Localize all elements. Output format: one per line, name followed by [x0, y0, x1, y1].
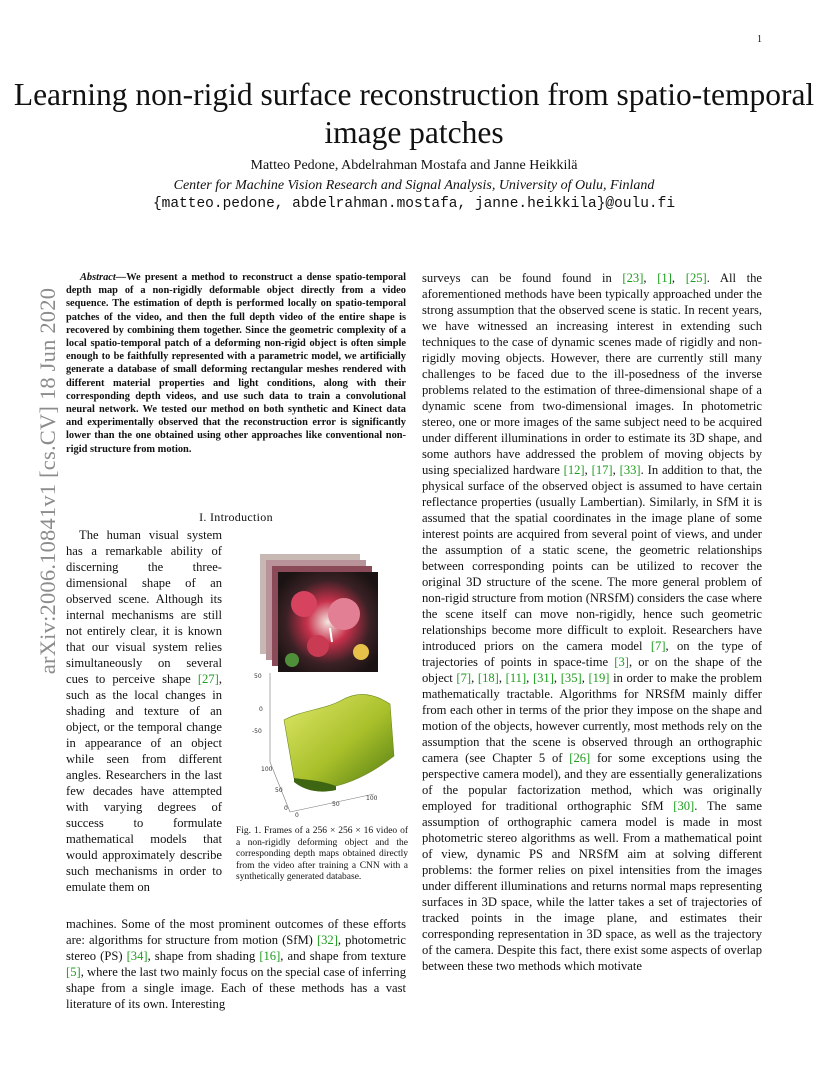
figure-1-caption: Fig. 1. Frames of a 256 × 256 × 16 video of a non-rigidly deforming object and the corresponding depth maps obtained directly from the video after training a CNN with a synthetically generated database. — [236, 826, 408, 883]
flower-2 — [328, 598, 360, 630]
abstract: Abstract—We present a method to reconstruct a dense spatio-temporal depth map of a non-rigidly deformable object directly from a video sequence. The estimation of depth is performed locally on spatio-temporal patches of the video, and then the full depth video of the entire shape is recovered by combining them together. Since the geometric complexity of a local spatio-temporal patch of a deforming non-rigid object is often simple enough to be faithfully represented with a parametric model, we artificially generate a database of small deforming rectangular meshes rendered with different material properties and light conditions, along with their corresponding depth videos, and use such data to train a convolutional neural network. We tested our method on both synthetic and Kinect data and experimentally observed that the reconstruction error is significantly lower than the one obtained using other approaches like conventional non-rigid structure from motion. — [66, 272, 406, 455]
affiliation: Center for Machine Vision Research and Signal Analysis, University of Oulu, Finland — [173, 178, 655, 193]
right-column-text: surveys can be found found in [23], [1], [25]. All the aforementioned methods have been typically approached under the strong assumption that the observed scene is static. In recent years, we have witnessed an increasing interest in extending such techniques to the case of dynamic scenes made of rigidly and non-rigidly moving objects. However, there are currently still many challenges to be faced due to the ill-posedness of the inverse problems related to the estimation of three-dimensional shape of a dynamic scene from two-dimensional images. In photometric stereo, one or more images of the same subject need to be acquired under different illuminations in order to estimate its 3D shape, and some authors have addressed the problem of moving objects by using specialized hardware [12], [17], [33]. In addition to that, the physical surface of the observed object is assumed to have certain reflectance properties (usually Lambertian). Similarly, in SfM it is assumed that the spatial coordinates in the image plane of some interest points are acquired from several point of views, and under the assumption of a static scene, the geometric relationships between corresponding points can be utilized to recover the original 3D structure of the scene. The more general problem of non-rigid structure from motion (NRSfM) considers the case where the scene itself can move non-rigidly, hence such geometric relationships become more difficult to exploit. Researchers have introduced priors on the camera model [7], on the type of trajectories of points in space-time [3], or on the shape of the object [7], [18], [11], [31], [35], [19] in order to make the problem mathematically tractable. Algorithms for NRSfM mainly differ from each other in terms of the prior they impose on the shape and motion of the objects, however currently, most methods rely on the assumption that the scene is observed through an orthographic camera (see Chapter 5 of [26] for some exceptions using the perspective camera model), and they are essentially generalizations of the popular factorization method, which was originally employed for traditional orthographic SfM [30]. The same assumption of orthographic camera model is made in most photometric stereo algorithms as well. From a mathematical point of view, dynamic PS and NRSfM aim at solving different problems: the former relies on pixel intensities from the images under different illuminations and returns normal maps representing surfaces in 3D space, while the latter takes a set of trajectories of tracked points in the image plane, and estimates their corresponding representation in 3D space, as well as the trajectory of the camera. Despite this fact, there exist some aspects of overlap between these two methods which motivate — [422, 271, 763, 973]
authors: Matteo Pedone, Abdelrahman Mostafa and Janne Heikkilä — [250, 158, 578, 173]
citation-link[interactable]: [30] — [673, 799, 695, 813]
citation-link[interactable]: [7] — [456, 671, 472, 685]
figure-1-graphic — [232, 542, 410, 824]
y-tick-100: 100 — [261, 766, 273, 773]
citation-link[interactable]: [34] — [126, 949, 148, 963]
abstract-label: Abstract — [80, 272, 116, 283]
abstract-text: We present a method to reconstruct a dense spatio-temporal depth map of a non-rigidly deformable object directly from a video sequence. The estimation of depth is performed locally on spatio-temporal patches of the video, and then the full depth video of the entire shape is recovered by combining them together. Since the geometric complexity of a local spatio-temporal patch of a deforming non-rigid object is often simple enough to be faithfully represented with a parametric model, we artificially generate a database of small deforming rectangular meshes rendered with different material properties and light conditions, along with their corresponding depth videos, and use such data to train a convolutional neural network. We tested our method on both synthetic and Kinect data and experimentally observed that the reconstruction error is significantly lower than the one obtained using other approaches like conventional non-rigid structure from motion. — [66, 272, 406, 455]
citation-link[interactable]: [23] — [622, 271, 644, 285]
paper-title: Learning non-rigid surface reconstruction from spatio-temporal image patches — [13, 77, 815, 150]
page-number: 1 — [757, 34, 762, 45]
citation-link[interactable]: [12] — [563, 463, 585, 477]
figure-1 — [232, 542, 410, 824]
x-tick-50: 50 — [332, 801, 340, 808]
citation-link[interactable]: [33] — [619, 463, 641, 477]
section-heading: I. Introduction — [199, 510, 273, 524]
citation-link[interactable]: [5] — [66, 965, 81, 979]
citation-link[interactable]: [19] — [588, 671, 610, 685]
citation-link[interactable]: [25] — [685, 271, 707, 285]
z-tick-0: 0 — [259, 706, 263, 713]
author-emails: {matteo.pedone, abdelrahman.mostafa, janne.heikkila}@oulu.fi — [152, 196, 676, 212]
citation-link[interactable]: [32] — [316, 933, 338, 947]
arxiv-stamp — [36, 286, 60, 676]
citation-link[interactable]: [16] — [259, 949, 281, 963]
y-tick-0: 0 — [284, 805, 288, 812]
citation-link[interactable]: [35] — [560, 671, 582, 685]
flower-1 — [291, 591, 317, 617]
leaf-1 — [285, 653, 299, 667]
citation-link[interactable]: [1] — [657, 271, 672, 285]
citation-link[interactable]: [11] — [505, 671, 527, 685]
arxiv-id: arXiv:2006.10841v1 [cs.CV] 18 Jun 2020 — [35, 287, 60, 675]
flower-4 — [353, 644, 369, 660]
citation-link[interactable]: [7] — [650, 639, 666, 653]
x-tick-0: 0 — [295, 812, 299, 819]
x-tick-100: 100 — [366, 795, 378, 802]
citation-link[interactable]: [17] — [591, 463, 613, 477]
intro-text-narrow: The human visual system has a remarkable ability of discerning the three-dimensional shape of an observed scene. Although its internal mechanisms are still not entirely clear, it is known that our visual system relies simultaneously on several cues to perceive shape [27], such as the local changes in shading and texture of an object, or the temporal change in appearance of an object while seen from different angles. Researchers in the last few decades have attempted with varying degrees of success to formulate mathematical models that would approximately describe such mechanisms in order to emulate them on — [66, 528, 222, 894]
citation-link[interactable]: [27] — [197, 672, 219, 686]
citation-link[interactable]: [18] — [477, 671, 499, 685]
z-tick-50: 50 — [254, 673, 262, 680]
intro-text-full: machines. Some of the most prominent outcomes of these efforts are: algorithms for structure from motion (SfM) [32], photometric stereo (PS) [34], shape from shading [16], and shape from texture [5], where the last two mainly focus on the special case of inferring shape from a single image. Each of these methods has a vast literature of its own. Interesting — [66, 917, 406, 1011]
depth-surface — [284, 694, 394, 788]
z-tick-neg50: -50 — [252, 728, 262, 735]
citation-link[interactable]: [31] — [532, 671, 554, 685]
citation-link[interactable]: [26] — [569, 751, 591, 765]
y-tick-50: 50 — [275, 787, 283, 794]
flower-3 — [307, 635, 329, 657]
citation-link[interactable]: [3] — [614, 655, 629, 669]
intro-paragraph — [66, 527, 222, 895]
